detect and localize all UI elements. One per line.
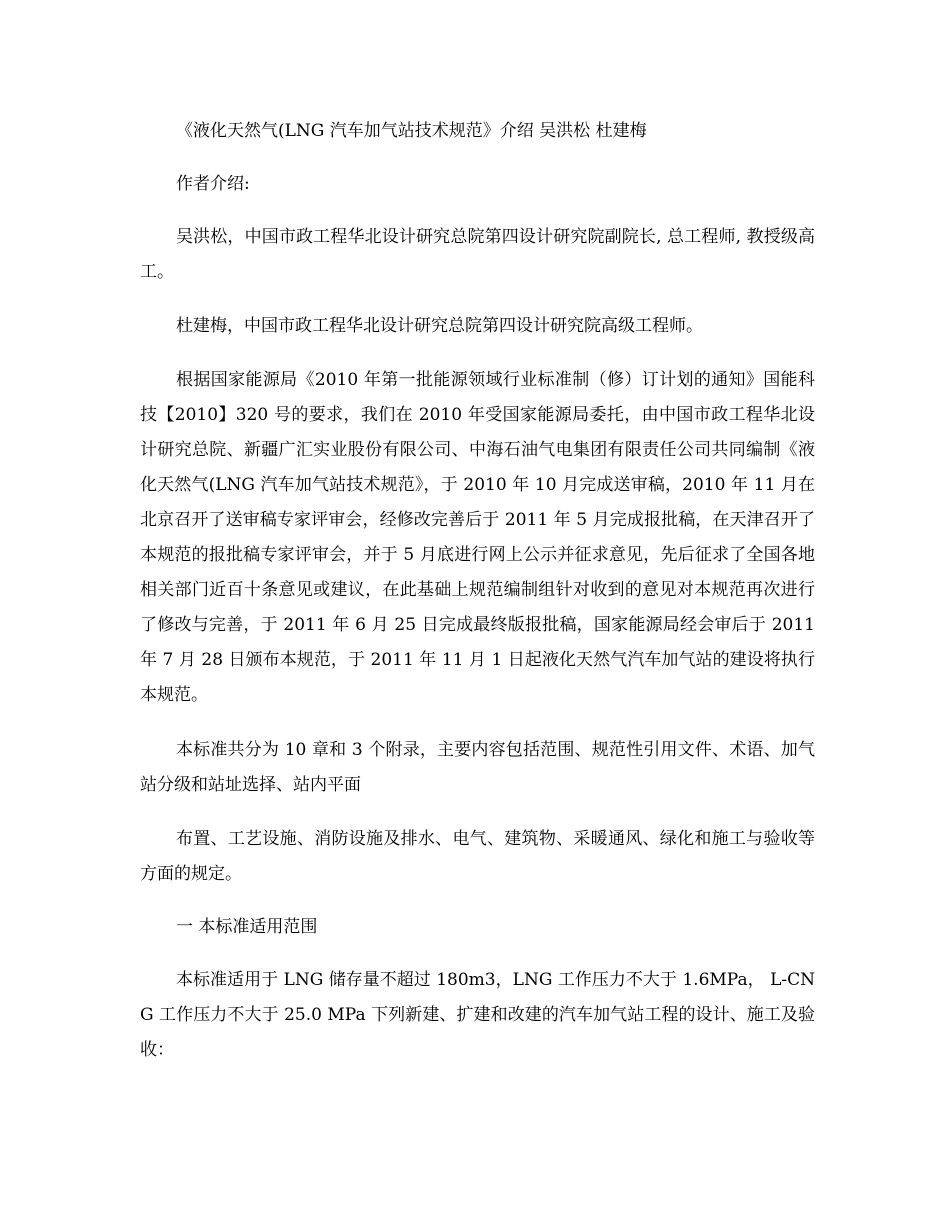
document-title: 《液化天然气(LNG 汽车加气站技术规范》介绍 吴洪松 杜建梅 [176, 121, 647, 141]
scope-paragraph: 本标准适用于 LNG 储存量不超过 180m3，LNG 工作压力不大于 1.6MPa， L-CNG 工作压力不大于 25.0 MPa 下列新建、扩建和改建的汽车加气站工程的设计、施工及验收： [140, 970, 815, 1060]
author-bio-wu: 吴洪松，中国市政工程华北设计研究总院第四设计研究院副院长, 总工程师, 教授级高工。 [140, 227, 815, 282]
background-paragraph: 根据国家能源局《2010 年第一批能源领域行业标准制（修）订计划的通知》国能科技【2010】320 号的要求，我们在 2010 年受国家能源局委托，由中国市政工程华北设计研究总院、新疆广汇实业股份有限公司、中海石油气电集团有限责任公司共同编制《液化天然气(LNG 汽车加气站技术规范》，于 2010 年 10 月完成送审稿，2010 年 11 月在北京召开了送审稿专家评审会，经修改完善后于 2011 年 5 月完成报批稿，在天津召开了本规范的报批稿专家评审会，并于 5 月底进行网上公示并征求意见，先后征求了全国各地相关部门近百十条意见或建议，在此基础上规范编制组针对收到的意见对本规范再次进行了修改与完善，于 2011 年 6 月 25 日完成最终版报批稿，国家能源局经会审后于 2011 年 7 月 28 日颁布本规范，于 2011 年 11 月 1 日起液化天然气汽车加气站的建设将执行本规范。 [140, 370, 815, 705]
structure-paragraph-2: 布置、工艺设施、消防设施及排水、电气、建筑物、采暖通风、绿化和施工与验收等方面的规定。 [140, 829, 815, 884]
author-heading: 作者介绍: [176, 174, 250, 194]
structure-paragraph-1: 本标准共分为 10 章和 3 个附录，主要内容包括范围、规范性引用文件、术语、加气站分级和站址选择、站内平面 [140, 740, 815, 795]
author-bio-du: 杜建梅，中国市政工程华北设计研究总院第四设计研究院高级工程师。 [176, 316, 703, 336]
document-page [140, 114, 815, 1068]
section-heading-scope: 一 本标准适用范围 [176, 917, 318, 937]
